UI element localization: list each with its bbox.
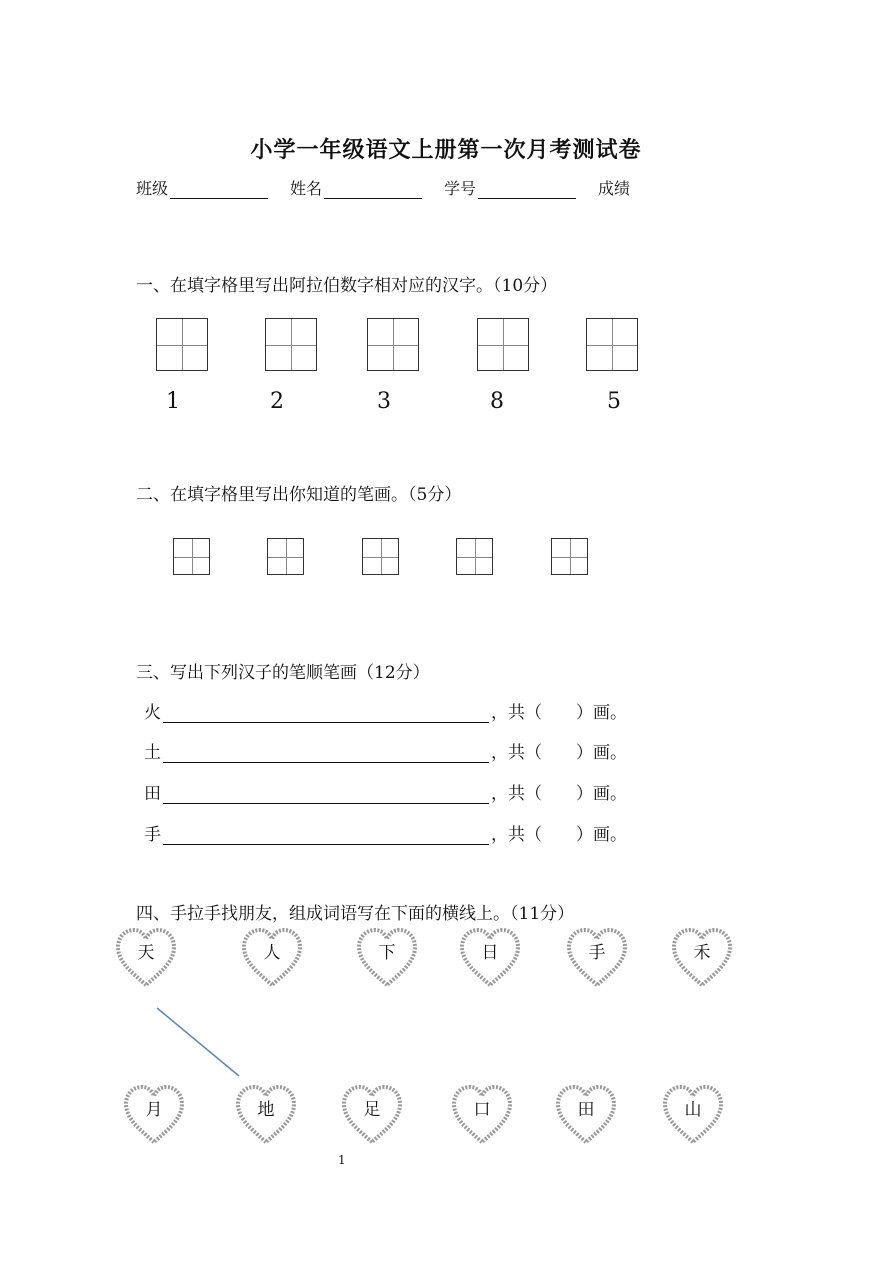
heart-card-bottom[interactable] [233,1082,299,1146]
q3-char: 手 [144,825,161,845]
page-title: 小学一年级语文上册第一次月考测试卷 [250,137,642,163]
q1-number: 2 [270,389,284,414]
heart-char: 田 [577,1100,595,1120]
q1-number: 1 [166,389,180,414]
q1-heading: 一、在填字格里写出阿拉伯数字相对应的汉字。（10分） [136,276,558,296]
q1-number: 3 [377,389,391,414]
heart-char: 下 [378,943,396,963]
heart-card-bottom[interactable] [449,1082,515,1146]
heart-card-bottom[interactable] [553,1082,619,1146]
id-label: 学号 [444,179,477,198]
heart-card-bottom[interactable] [660,1082,726,1146]
class-label: 班级 [136,179,169,198]
q3-count: ，共（ ）画。 [491,743,627,763]
q3-char: 土 [144,743,161,763]
q3-heading: 三、写出下列汉子的笔顺笔画（12分） [136,663,430,683]
heart-char: 天 [137,943,155,963]
q4-heading: 四、手拉手找朋友，组成词语写在下面的横线上。（11分） [136,904,575,924]
heart-char: 禾 [693,943,711,963]
heart-char: 地 [257,1100,275,1120]
heart-char: 月 [145,1100,163,1120]
q3-count: ，共（ ）画。 [491,703,627,723]
q1-number: 5 [607,389,621,414]
score-label: 成绩 [598,179,631,198]
heart-char: 山 [684,1100,702,1120]
q3-count: ，共（ ）画。 [491,825,627,845]
page-number: 1 [338,1153,346,1167]
heart-char: 足 [363,1100,381,1120]
heart-char: 人 [263,943,281,963]
q1-number: 8 [490,389,504,414]
q3-char: 火 [144,703,161,723]
q2-heading: 二、在填字格里写出你知道的笔画。（5分） [136,485,462,505]
heart-char: 口 [473,1100,491,1120]
heart-char: 日 [481,943,499,963]
heart-char: 手 [588,943,606,963]
heart-card-bottom[interactable] [339,1082,405,1146]
q3-count: ，共（ ）画。 [491,784,627,804]
q3-char: 田 [144,784,161,804]
name-label: 姓名 [290,179,323,198]
heart-card-bottom[interactable] [121,1082,187,1146]
